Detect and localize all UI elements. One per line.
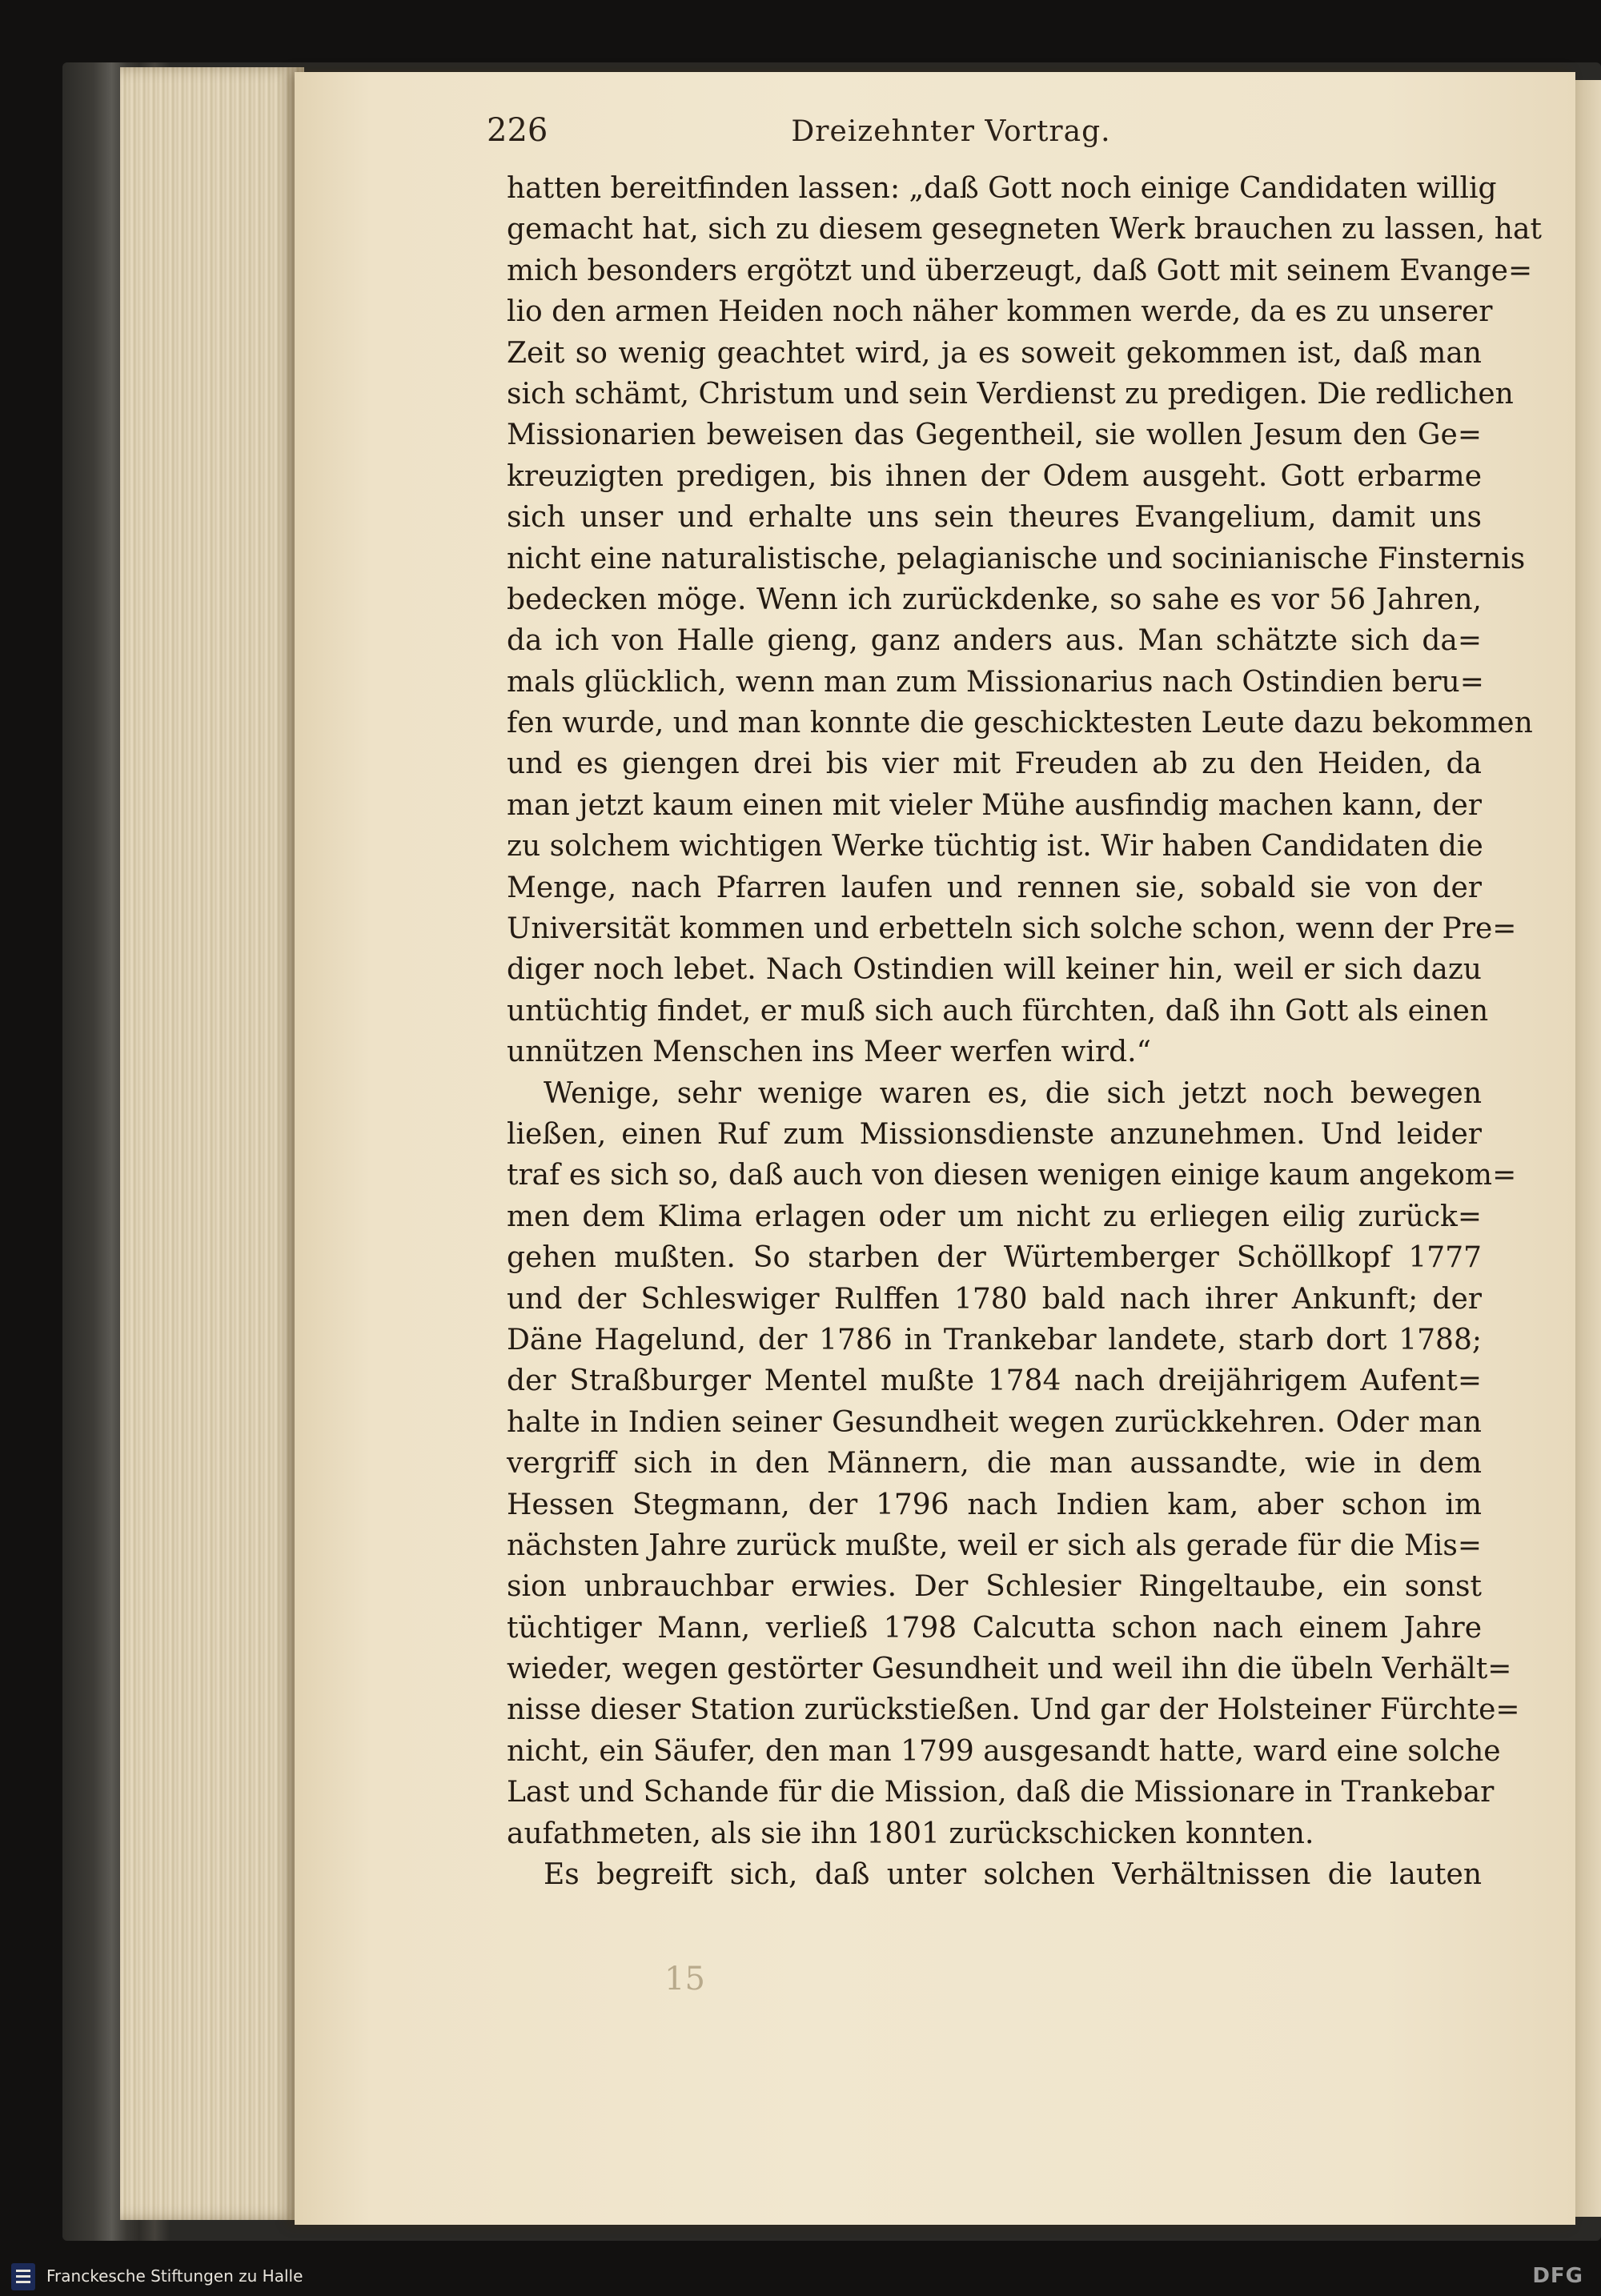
text-line: der Straßburger Mentel mußte 1784 nach dreijährigem Aufent= bbox=[507, 1364, 1482, 1398]
text-line: mals glücklich, wenn man zum Missionarius nach Ostindien beru= bbox=[507, 665, 1484, 699]
text-line: sich schämt, Christum und sein Verdienst zu predigen. Die redlichen bbox=[507, 377, 1514, 411]
page-edges bbox=[120, 67, 304, 2220]
text-line: bedecken möge. Wenn ich zurückdenke, so sahe es vor 56 Jahren, bbox=[507, 583, 1482, 616]
text-line: untüchtig findet, er muß sich auch fürchten, daß ihn Gott als einen bbox=[507, 994, 1489, 1028]
facing-page-edge bbox=[1575, 80, 1601, 2217]
text-line: hatten bereitfinden lassen: „daß Gott noch einige Candidaten willig bbox=[507, 172, 1497, 205]
printer-signature: 15 bbox=[664, 1961, 705, 1997]
text-line: Däne Hagelund, der 1786 in Trankebar landete, starb dort 1788; bbox=[507, 1323, 1482, 1356]
text-line: und es giengen drei bis vier mit Freuden ab zu den Heiden, da bbox=[507, 747, 1482, 781]
viewer-footer bbox=[0, 2257, 1601, 2296]
text-line: Wenige, sehr wenige waren es, die sich jetzt noch bewegen bbox=[544, 1076, 1482, 1110]
text-line: gemacht hat, sich zu diesem gesegneten Werk brauchen zu lassen, hat bbox=[507, 213, 1542, 246]
text-line: tüchtiger Mann, verließ 1798 Calcutta schon nach einem Jahre bbox=[507, 1611, 1482, 1645]
text-line: nicht, ein Säufer, den man 1799 ausgesandt hatte, ward eine solche bbox=[507, 1734, 1501, 1768]
text-line: da ich von Halle gieng, ganz anders aus. Man schätzte sich da= bbox=[507, 624, 1482, 658]
text-line: men dem Klima erlagen oder um nicht zu erliegen eilig zurück= bbox=[507, 1200, 1482, 1233]
text-line: sich unser und erhalte uns sein theures Evangelium, damit uns bbox=[507, 501, 1482, 535]
text-line: Zeit so wenig geachtet wird, ja es soweit gekommen ist, daß man bbox=[507, 336, 1482, 370]
text-line: diger noch lebet. Nach Ostindien will keiner hin, weil er sich dazu bbox=[507, 953, 1482, 987]
text-line: wieder, wegen gestörter Gesundheit und weil ihn die übeln Verhält= bbox=[507, 1653, 1512, 1686]
page-number: 226 bbox=[487, 112, 548, 149]
text-line: gehen mußten. So starben der Würtemberger Schöllkopf 1777 bbox=[507, 1241, 1482, 1275]
text-line: vergriff sich in den Männern, die man aussandte, wie in dem bbox=[507, 1447, 1482, 1481]
text-line: mich besonders ergötzt und überzeugt, daß Gott mit seinem Evange= bbox=[507, 254, 1533, 287]
text-line: nisse dieser Station zurückstießen. Und gar der Holsteiner Fürchte= bbox=[507, 1693, 1520, 1727]
text-line: traf es sich so, daß auch von diesen wenigen einige kaum angekom= bbox=[507, 1159, 1517, 1192]
dfg-logo: DFG bbox=[1532, 2264, 1583, 2288]
text-line: Menge, nach Pfarren laufen und rennen sie, sobald sie von der bbox=[507, 871, 1482, 904]
text-line: nicht eine naturalistische, pelagianische und socinianische Finsternis bbox=[507, 542, 1526, 575]
text-line: und der Schleswiger Rulffen 1780 bald nach ihrer Ankunft; der bbox=[507, 1282, 1482, 1316]
text-line: aufathmeten, als sie ihn 1801 zurückschicken konnten. bbox=[507, 1817, 1314, 1850]
body-text bbox=[507, 168, 1542, 1895]
text-line: Universität kommen und erbetteln sich solche schon, wenn der Pre= bbox=[507, 912, 1517, 946]
text-line: lio den armen Heiden noch näher kommen werde, da es zu unserer bbox=[507, 295, 1493, 329]
text-line: nächsten Jahre zurück mußte, weil er sich als gerade für die Mis= bbox=[507, 1529, 1482, 1562]
book-page bbox=[295, 72, 1575, 2225]
institution-name: Franckesche Stiftungen zu Halle bbox=[46, 2266, 303, 2286]
running-head: Dreizehnter Vortrag. bbox=[791, 115, 1111, 148]
text-line: kreuzigten predigen, bis ihnen der Odem ausgeht. Gott erbarme bbox=[507, 459, 1482, 493]
text-line: zu solchem wichtigen Werke tüchtig ist. Wir haben Candidaten die bbox=[507, 830, 1483, 864]
text-line: fen wurde, und man konnte die geschicktesten Leute dazu bekommen bbox=[507, 707, 1533, 740]
text-line: halte in Indien seiner Gesundheit wegen zurückkehren. Oder man bbox=[507, 1405, 1482, 1439]
text-line: Last und Schande für die Mission, daß die Missionare in Trankebar bbox=[507, 1776, 1495, 1809]
text-line: ließen, einen Ruf zum Missionsdienste anzunehmen. Und leider bbox=[507, 1117, 1482, 1151]
text-line: Hessen Stegmann, der 1796 nach Indien kam, aber schon im bbox=[507, 1488, 1482, 1521]
text-line: unnützen Menschen ins Meer werfen wird.“ bbox=[507, 1036, 1151, 1069]
page-header bbox=[487, 112, 1415, 152]
institution-logo-icon bbox=[11, 2263, 35, 2290]
text-line: sion unbrauchbar erwies. Der Schlesier Ringeltaube, ein sonst bbox=[507, 1570, 1482, 1604]
text-line: man jetzt kaum einen mit vieler Mühe ausfindig machen kann, der bbox=[507, 788, 1482, 822]
text-line: Es begreift sich, daß unter solchen Verhältnissen die lauten bbox=[544, 1858, 1482, 1892]
text-line: Missionarien beweisen das Gegentheil, sie wollen Jesum den Ge= bbox=[507, 419, 1482, 452]
